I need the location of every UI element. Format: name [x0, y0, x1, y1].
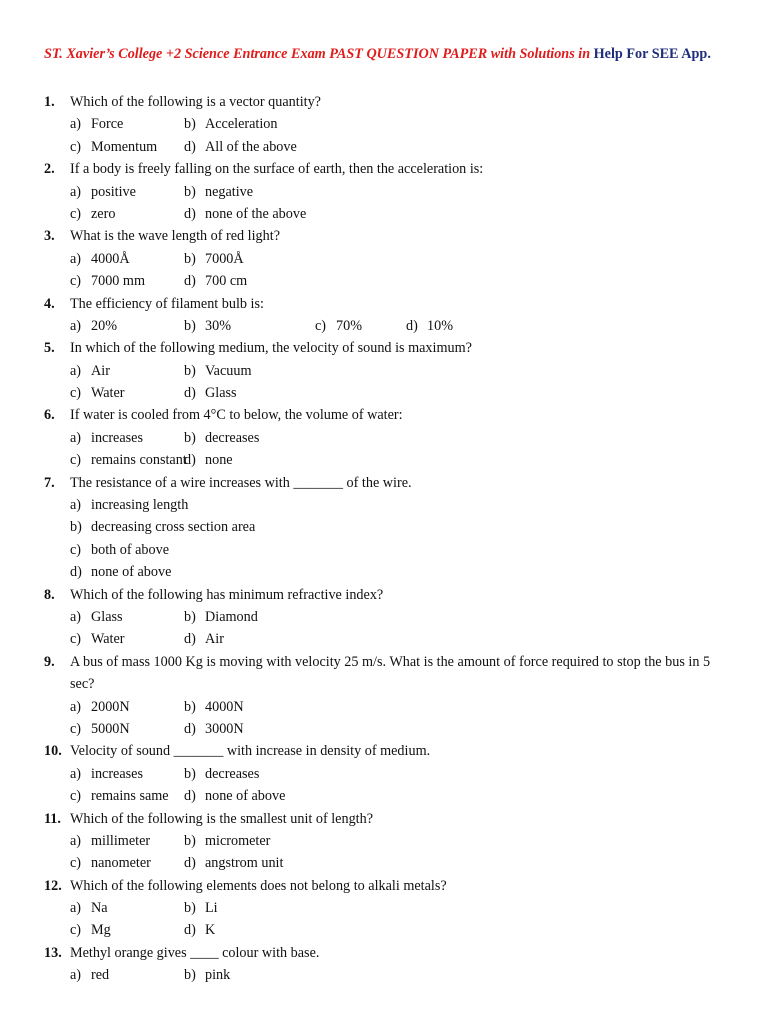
option-letter: b): [184, 765, 196, 782]
option-text: Li: [205, 900, 218, 917]
option-letter: b): [184, 317, 196, 334]
option-letter: d): [184, 273, 196, 290]
option: [184, 181, 253, 203]
question-number: 2.: [44, 161, 55, 178]
option: [184, 248, 244, 270]
options-line: [0, 763, 768, 785]
options-line: [0, 382, 768, 404]
option-text: Water: [91, 385, 125, 402]
option: [70, 539, 169, 561]
option: [184, 203, 306, 225]
options-line: [0, 494, 768, 516]
option: [70, 248, 130, 270]
option-text: positive: [91, 183, 136, 200]
option-letter: c): [70, 788, 82, 805]
option-text: remains constant: [91, 452, 187, 469]
option-letter: c): [315, 317, 327, 334]
question-number: 9.: [44, 653, 55, 670]
option-letter: c): [70, 631, 82, 648]
option: [184, 315, 231, 337]
option: [184, 696, 244, 718]
option-text: 30%: [205, 317, 232, 334]
option: [70, 136, 157, 158]
option-letter: b): [184, 967, 196, 984]
option: [184, 360, 252, 382]
options-line: [0, 181, 768, 203]
option-text: increases: [91, 765, 143, 782]
option: [70, 270, 145, 292]
option-letter: c): [70, 273, 82, 290]
options-line: [0, 852, 768, 874]
option-letter: d): [184, 205, 196, 222]
option-text: Vacuum: [205, 362, 252, 379]
option-text: increases: [91, 429, 143, 446]
option-text: 5000N: [91, 720, 130, 737]
option-letter: d): [184, 788, 196, 805]
options-line: [0, 427, 768, 449]
option-text: 3000N: [205, 720, 244, 737]
option-text: 2000N: [91, 698, 130, 715]
option-text: Air: [205, 631, 224, 648]
option-text: millimeter: [91, 832, 151, 849]
option: [184, 606, 258, 628]
option-letter: c): [70, 385, 82, 402]
options-line: [0, 628, 768, 650]
option-letter: a): [70, 900, 82, 917]
question-line: [0, 404, 768, 426]
option-letter: c): [70, 452, 82, 469]
option: [70, 382, 125, 404]
option: [184, 830, 270, 852]
option: [184, 382, 237, 404]
page-title: [44, 46, 711, 63]
option-text: All of the above: [205, 138, 297, 155]
option-letter: a): [70, 765, 82, 782]
option: [70, 696, 130, 718]
question-line: [0, 225, 768, 247]
option-letter: d): [184, 452, 196, 469]
question-line: [0, 808, 768, 830]
option-text: both of above: [91, 541, 170, 558]
options-line: [0, 785, 768, 807]
option-text: decreases: [205, 429, 260, 446]
option-text: decreases: [205, 765, 260, 782]
question-line: [0, 942, 768, 964]
option: [70, 785, 169, 807]
options-line: [0, 270, 768, 292]
question-number: 7.: [44, 474, 55, 491]
options-line: [0, 539, 768, 561]
question-text: The resistance of a wire increases with _______ of the wire.: [70, 474, 412, 491]
option-letter: c): [70, 138, 82, 155]
question-text: What is the wave length of red light?: [70, 228, 280, 245]
option-letter: c): [70, 855, 82, 872]
option-letter: b): [184, 429, 196, 446]
option-text: 7000Å: [205, 250, 244, 267]
option: [70, 315, 117, 337]
question-line: [0, 293, 768, 315]
options-line: [0, 561, 768, 583]
option: [70, 628, 125, 650]
question-line: [0, 740, 768, 762]
option-text: remains same: [91, 788, 169, 805]
option-letter: d): [184, 720, 196, 737]
option-text: Force: [91, 116, 124, 133]
option-letter: b): [70, 519, 82, 536]
question-text: The efficiency of filament bulb is:: [70, 295, 264, 312]
option-letter: b): [184, 362, 196, 379]
option: [406, 315, 453, 337]
option: [70, 203, 115, 225]
option: [315, 315, 362, 337]
option-text: 4000Å: [91, 250, 130, 267]
options-line: [0, 203, 768, 225]
option-text: none of above: [205, 788, 286, 805]
question-line: [0, 875, 768, 897]
option-letter: d): [184, 922, 196, 939]
option: [184, 136, 297, 158]
option: [184, 113, 277, 135]
question-text: Which of the following has minimum refractive index?: [70, 586, 384, 603]
options-line: [0, 449, 768, 471]
question-text: Which of the following is the smallest unit of length?: [70, 810, 374, 827]
question-text: Which of the following elements does not belong to alkali metals?: [70, 877, 447, 894]
question-line: [0, 472, 768, 494]
option-letter: a): [70, 497, 82, 514]
option: [70, 763, 143, 785]
option-letter: a): [70, 116, 82, 133]
option-text: 4000N: [205, 698, 244, 715]
options-line: [0, 830, 768, 852]
title-end: .: [707, 46, 711, 62]
option: [184, 897, 218, 919]
option: [70, 964, 109, 986]
option-letter: d): [70, 564, 82, 581]
option-text: increasing length: [91, 497, 189, 514]
question-line: [0, 651, 768, 673]
option-letter: d): [184, 385, 196, 402]
question-text: Which of the following is a vector quantity?: [70, 94, 321, 110]
option-text: 70%: [336, 317, 363, 334]
option-letter: c): [70, 720, 82, 737]
question-number: 10.: [44, 743, 62, 760]
option-letter: a): [70, 429, 82, 446]
option-letter: c): [70, 922, 82, 939]
option-text: 7000 mm: [91, 273, 145, 290]
question-list: [0, 91, 768, 987]
option-text: none of above: [91, 564, 172, 581]
option: [70, 830, 150, 852]
options-line: [0, 136, 768, 158]
option-letter: b): [184, 832, 196, 849]
option-text: K: [205, 922, 216, 939]
option: [70, 427, 143, 449]
option-text: micrometer: [205, 832, 271, 849]
question-text: A bus of mass 1000 Kg is moving with velocity 25 m/s. What is the amount of force required to stop the bus in 5: [70, 653, 711, 670]
option-text: Diamond: [205, 608, 258, 625]
option: [184, 628, 224, 650]
options-line: [0, 964, 768, 986]
option-letter: d): [184, 631, 196, 648]
options-line: [0, 516, 768, 538]
option: [70, 852, 151, 874]
option: [184, 718, 244, 740]
options-line: [0, 113, 768, 135]
question-text: Methyl orange gives ____ colour with base.: [70, 944, 320, 961]
option-text: Water: [91, 631, 125, 648]
option: [184, 763, 259, 785]
option-text: 700 cm: [205, 273, 248, 290]
question-text: In which of the following medium, the velocity of sound is maximum?: [70, 340, 472, 357]
question-number: 3.: [44, 228, 55, 245]
option-letter: d): [184, 855, 196, 872]
question-text-continued: sec?: [70, 676, 95, 693]
option-letter: a): [70, 362, 82, 379]
option-text: red: [91, 967, 110, 984]
option-letter: b): [184, 698, 196, 715]
options-line: [0, 606, 768, 628]
title-text: ST. Xavier’s College +2 Science Entrance Exam PAST QUESTION PAPER with Solutions in: [44, 46, 594, 62]
option-letter: b): [184, 608, 196, 625]
option-letter: a): [70, 183, 82, 200]
option-text: Acceleration: [205, 116, 278, 133]
option-letter: a): [70, 317, 82, 334]
option-letter: a): [70, 967, 82, 984]
option: [70, 718, 130, 740]
option: [70, 360, 110, 382]
option-letter: a): [70, 698, 82, 715]
option-text: nanometer: [91, 855, 151, 872]
option: [70, 113, 123, 135]
options-line: [0, 919, 768, 941]
option-text: none: [205, 452, 233, 469]
options-line: [0, 248, 768, 270]
option: [184, 270, 247, 292]
option-letter: b): [184, 183, 196, 200]
option-text: 10%: [427, 317, 454, 334]
question-number: 1.: [44, 94, 55, 110]
option: [184, 785, 285, 807]
option: [70, 181, 136, 203]
option-letter: b): [184, 116, 196, 133]
option-text: Momentum: [91, 138, 158, 155]
option: [184, 449, 233, 471]
option: [70, 897, 108, 919]
option-text: Air: [91, 362, 110, 379]
option-letter: c): [70, 205, 82, 222]
option-text: Glass: [205, 385, 237, 402]
question-line: [0, 91, 768, 113]
option: [184, 964, 230, 986]
question-line: [0, 158, 768, 180]
question-number: 8.: [44, 586, 55, 603]
question-number: 4.: [44, 295, 55, 312]
option-text: zero: [91, 205, 116, 222]
option-text: Na: [91, 900, 108, 917]
question-line-continued: [0, 673, 768, 695]
option-letter: b): [184, 900, 196, 917]
option-text: Glass: [91, 608, 123, 625]
option-letter: d): [406, 317, 418, 334]
option-text: negative: [205, 183, 254, 200]
options-line: [0, 696, 768, 718]
question-text: If a body is freely falling on the surface of earth, then the acceleration is:: [70, 161, 484, 178]
options-line: [0, 360, 768, 382]
app-name: Help For SEE App: [593, 46, 708, 62]
option-text: 20%: [91, 317, 118, 334]
question-number: 5.: [44, 340, 55, 357]
option-text: Mg: [91, 922, 111, 939]
option: [70, 561, 171, 583]
option: [70, 449, 187, 471]
options-line: [0, 315, 768, 337]
option-text: none of the above: [205, 205, 307, 222]
option-letter: a): [70, 250, 82, 267]
options-line: [0, 718, 768, 740]
option-text: pink: [205, 967, 231, 984]
option: [70, 919, 111, 941]
option-letter: d): [184, 138, 196, 155]
option: [70, 516, 255, 538]
question-text: If water is cooled from 4°C to below, the volume of water:: [70, 407, 403, 424]
question-line: [0, 584, 768, 606]
option-letter: c): [70, 541, 82, 558]
option-text: decreasing cross section area: [91, 519, 256, 536]
question-line: [0, 337, 768, 359]
option: [184, 427, 259, 449]
option: [184, 852, 283, 874]
option-letter: a): [70, 608, 82, 625]
options-line: [0, 897, 768, 919]
option: [184, 919, 215, 941]
question-number: 13.: [44, 944, 62, 961]
option: [70, 494, 188, 516]
option: [70, 606, 123, 628]
option-letter: a): [70, 832, 82, 849]
question-text: Velocity of sound _______ with increase in density of medium.: [70, 743, 431, 760]
question-number: 12.: [44, 877, 62, 894]
question-number: 11.: [44, 810, 61, 827]
option-text: angstrom unit: [205, 855, 284, 872]
option-letter: b): [184, 250, 196, 267]
question-number: 6.: [44, 407, 55, 424]
